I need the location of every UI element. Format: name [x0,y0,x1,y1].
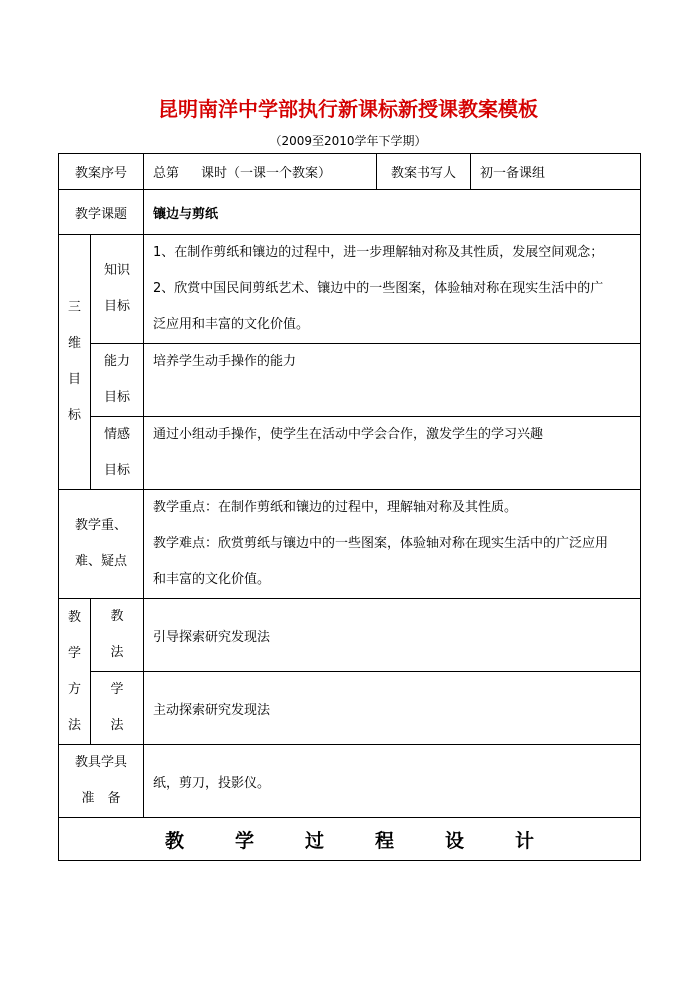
lesson-count-cell [144,154,377,190]
key-points-text: 教学重点：在制作剪纸和镶边的过程中，理解轴对称及其性质。 教学难点：欣赏剪纸与镶边中的一些图案，体验轴对称在现实生活中的广泛应用 和丰富的文化价值。 [144,490,641,599]
lesson-plan-table [58,153,641,861]
writer-label: 教案书写人 [377,154,471,190]
teach-method-row [59,599,641,672]
process-heading: 教 学 过 程 设 计 [59,818,641,861]
knowledge-row [59,235,641,344]
knowledge-label: 知识 目标 [91,235,144,344]
learn-method-row [59,672,641,745]
document-subtitle: （2009至2010学年下学期） [269,134,427,148]
learn-method-text: 主动探索研究发现法 [144,672,641,745]
topic-label: 教学课题 [59,190,144,235]
tools-row [59,745,641,818]
key-points-label: 教学重、 难、疑点 [59,490,144,599]
objectives-group-label: 三 维 目 标 [59,235,91,490]
tools-label: 教具学具 准 备 [59,745,144,818]
ability-label: 能力 目标 [91,344,144,417]
learn-method-label: 学 法 [91,672,144,745]
header-row [59,154,641,190]
topic-value: 镶边与剪纸 [144,190,641,235]
ability-text: 培养学生动手操作的能力 [144,344,641,417]
methods-group-label: 教 学 方 法 [59,599,91,745]
writer-value: 初一备课组 [471,154,641,190]
process-row [59,818,641,861]
teach-method-text: 引导探索研究发现法 [144,599,641,672]
knowledge-text: 1、在制作剪纸和镶边的过程中，进一步理解轴对称及其性质，发展空间观念； 2、欣赏中国民间剪纸艺术、镶边中的一些图案，体验轴对称在现实生活中的广 泛应用和丰富的文化价值。 [144,235,641,344]
tools-text: 纸，剪刀，投影仪。 [144,745,641,818]
total-label: 总第 [153,166,180,181]
document-title: 昆明南洋中学部执行新课标新授课教案模板 [158,97,538,121]
emotion-label: 情感 目标 [91,417,144,490]
emotion-row [59,417,641,490]
key-points-row [59,490,641,599]
ability-row [59,344,641,417]
topic-row [59,190,641,235]
emotion-text: 通过小组动手操作，使学生在活动中学会合作，激发学生的学习兴趣 [144,417,641,490]
seq-label: 教案序号 [59,154,144,190]
teach-method-label: 教 法 [91,599,144,672]
lesson-label: 课时（一课一个教案） [201,166,332,181]
